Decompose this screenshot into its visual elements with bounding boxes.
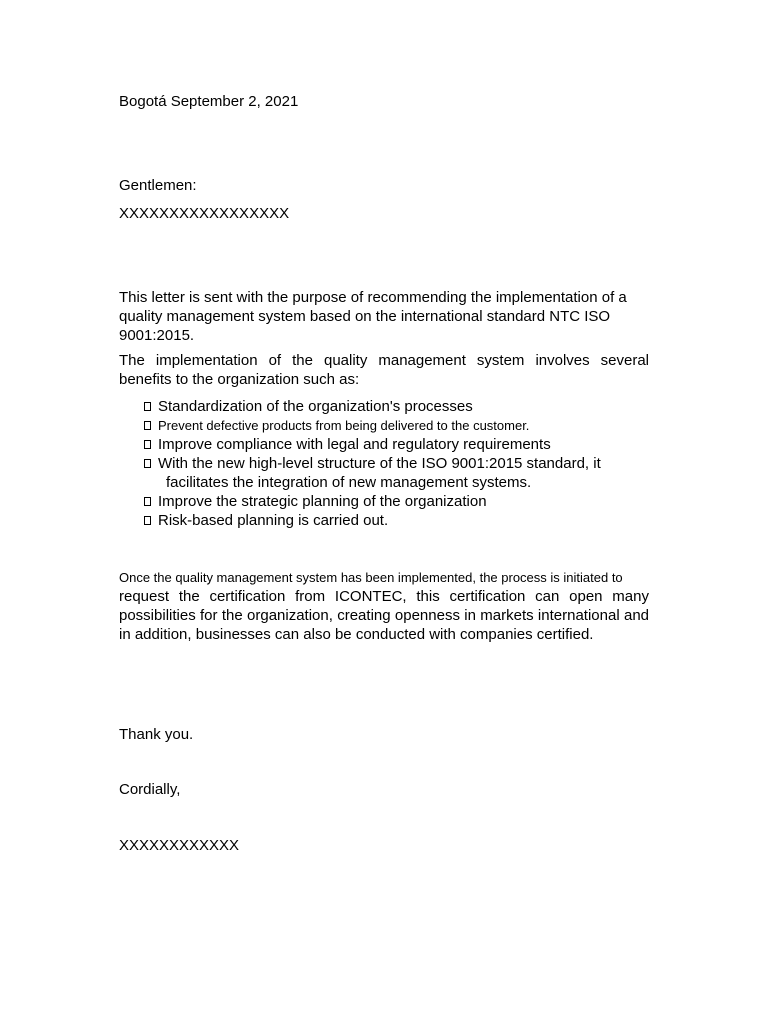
list-item-text: With the new high-level structure of the ISO 9001:2015 standard, it xyxy=(158,455,601,472)
letter-date: Bogotá September 2, 2021 xyxy=(119,93,299,110)
list-item-text: Prevent defective products from being delivered to the customer. xyxy=(158,418,530,433)
list-item xyxy=(144,492,649,511)
list-item-continuation: facilitates the integration of new management systems. xyxy=(166,474,532,491)
checkbox-square-icon xyxy=(144,497,151,506)
checkbox-square-icon xyxy=(144,516,151,525)
certification-paragraph xyxy=(119,568,649,644)
benefits-list xyxy=(144,397,649,530)
list-item xyxy=(144,435,649,454)
certification-paragraph-first-line: Once the quality management system has been implemented, the process is initiated to xyxy=(119,570,623,585)
list-item xyxy=(144,416,649,435)
checkbox-square-icon xyxy=(144,440,151,449)
closing-text: Cordially, xyxy=(119,781,181,798)
checkbox-square-icon xyxy=(144,421,151,430)
list-item-text: Improve compliance with legal and regulatory requirements xyxy=(158,436,551,453)
benefits-intro-paragraph: The implementation of the quality management system involves several benefits to the organization such as: xyxy=(119,352,649,388)
salutation: Gentlemen: xyxy=(119,177,197,194)
certification-paragraph-body: request the certification from ICONTEC, this certification can open many possibilities for the organization, creating openness in markets international and in addition, businesses can also be conducted with companies certified. xyxy=(119,588,649,643)
intro-paragraph: This letter is sent with the purpose of recommending the implementation of a quality management system based on the international standard NTC ISO 9001:2015. xyxy=(119,289,627,344)
list-item-text: Risk-based planning is carried out. xyxy=(158,512,389,529)
signature-placeholder: XXXXXXXXXXXX xyxy=(119,837,240,854)
recipient-placeholder: XXXXXXXXXXXXXXXXX xyxy=(119,205,290,222)
checkbox-square-icon xyxy=(144,402,151,411)
thank-you-text: Thank you. xyxy=(119,726,194,743)
list-item xyxy=(144,454,649,492)
list-item-text: Improve the strategic planning of the organization xyxy=(158,493,487,510)
list-item xyxy=(144,511,649,530)
checkbox-square-icon xyxy=(144,459,151,468)
list-item-text: Standardization of the organization's processes xyxy=(158,398,473,415)
list-item xyxy=(144,397,649,416)
